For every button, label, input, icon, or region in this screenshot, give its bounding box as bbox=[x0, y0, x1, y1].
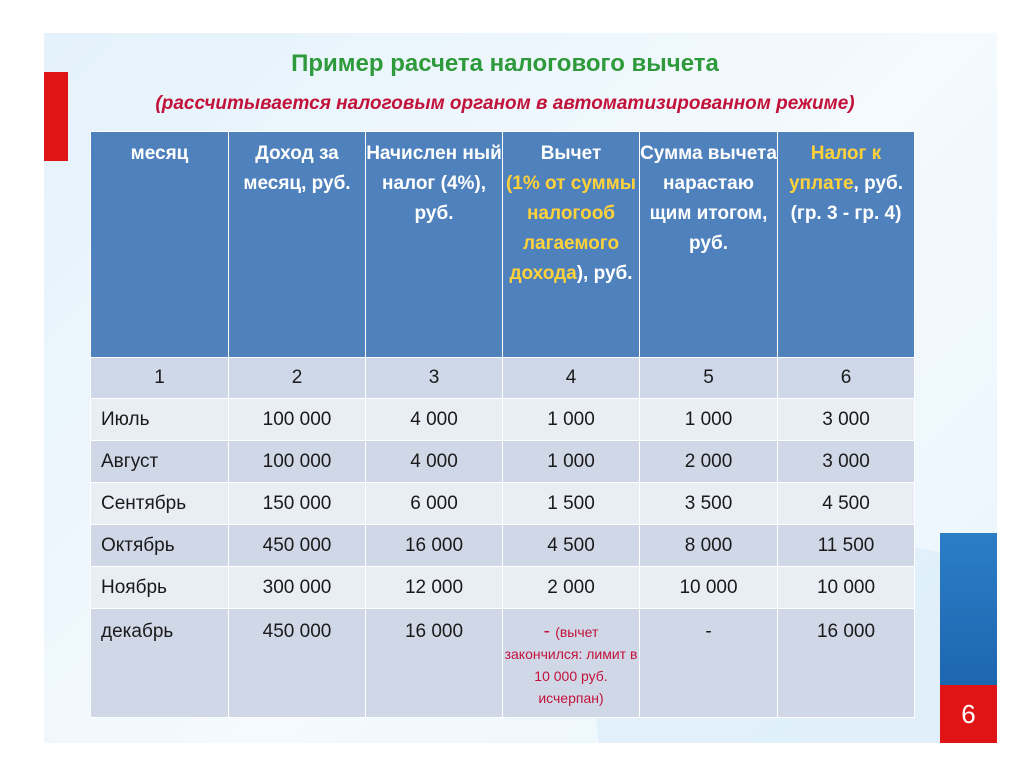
col-number: 2 bbox=[229, 358, 366, 399]
col-number: 5 bbox=[640, 358, 778, 399]
table-row bbox=[91, 525, 915, 567]
col-number: 6 bbox=[778, 358, 915, 399]
col-number: 1 bbox=[91, 358, 229, 399]
cell-deduction: 1 500 bbox=[503, 483, 640, 525]
cell-income: 100 000 bbox=[229, 399, 366, 441]
cell-income: 450 000 bbox=[229, 609, 366, 718]
deduction-note bbox=[505, 621, 638, 708]
cell-payable: 10 000 bbox=[778, 567, 915, 609]
cell-deduction: 1 000 bbox=[503, 441, 640, 483]
header-month: месяц bbox=[91, 132, 229, 358]
table-row bbox=[91, 483, 915, 525]
blue-accent-strip bbox=[940, 533, 997, 685]
cell-payable: 16 000 bbox=[778, 609, 915, 718]
table-row bbox=[91, 567, 915, 609]
header-payable-formula: , руб. (гр. 3 - гр. 4) bbox=[790, 173, 904, 224]
cell-income: 150 000 bbox=[229, 483, 366, 525]
cell-cumulative: 2 000 bbox=[640, 441, 778, 483]
cell-tax: 12 000 bbox=[366, 567, 503, 609]
cell-tax: 16 000 bbox=[366, 525, 503, 567]
cell-income: 300 000 bbox=[229, 567, 366, 609]
cell-cumulative-limit: 10 000 bbox=[640, 567, 778, 609]
col-number: 3 bbox=[366, 358, 503, 399]
page-number: 6 bbox=[940, 685, 997, 743]
cell-tax: 6 000 bbox=[366, 483, 503, 525]
cell-payable: 3 000 bbox=[778, 399, 915, 441]
slide-subtitle: (рассчитывается налоговым органом в автоматизированном режиме) bbox=[155, 93, 855, 114]
table-row bbox=[91, 609, 915, 718]
cell-month: Сентябрь bbox=[91, 483, 229, 525]
cell-income: 450 000 bbox=[229, 525, 366, 567]
cell-tax: 4 000 bbox=[366, 441, 503, 483]
cell-cumulative: 8 000 bbox=[640, 525, 778, 567]
col-number: 4 bbox=[503, 358, 640, 399]
table-row bbox=[91, 399, 915, 441]
cell-cumulative: - bbox=[640, 609, 778, 718]
header-deduction-unit: ), руб. bbox=[576, 263, 633, 284]
cell-month: декабрь bbox=[91, 609, 229, 718]
header-payable-label: Налог к уплате bbox=[788, 143, 882, 194]
cell-month: Ноябрь bbox=[91, 567, 229, 609]
header-cumulative: Сумма вычета нарастаю щим итогом, руб. bbox=[640, 132, 778, 358]
tax-deduction-table bbox=[90, 131, 915, 718]
cell-cumulative: 1 000 bbox=[640, 399, 778, 441]
cell-deduction: 4 500 bbox=[503, 525, 640, 567]
cell-month: Июль bbox=[91, 399, 229, 441]
deduction-dash: - bbox=[543, 621, 550, 642]
header-payable bbox=[778, 132, 915, 358]
header-deduction bbox=[503, 132, 640, 358]
cell-payable: 11 500 bbox=[778, 525, 915, 567]
header-deduction-percent: (1% от суммы налогооб лагаемого дохода bbox=[505, 173, 636, 284]
column-number-row bbox=[91, 358, 915, 399]
cell-deduction: 1 000 bbox=[503, 399, 640, 441]
table-row bbox=[91, 441, 915, 483]
red-accent-bar bbox=[44, 72, 68, 161]
slide-title: Пример расчета налогового вычета bbox=[291, 50, 719, 77]
header-tax: Начислен ный налог (4%), руб. bbox=[366, 132, 503, 358]
cell-month: Октябрь bbox=[91, 525, 229, 567]
cell-cumulative: 3 500 bbox=[640, 483, 778, 525]
deduction-note-text: (вычет закончился: лимит в 10 000 руб. исчерпан) bbox=[504, 624, 638, 706]
cell-payable: 3 000 bbox=[778, 441, 915, 483]
cell-tax: 4 000 bbox=[366, 399, 503, 441]
cell-deduction-exhausted bbox=[503, 609, 640, 718]
cell-payable: 4 500 bbox=[778, 483, 915, 525]
header-deduction-label: Вычет bbox=[540, 143, 602, 164]
cell-tax: 16 000 bbox=[366, 609, 503, 718]
header-row bbox=[91, 132, 915, 358]
cell-month: Август bbox=[91, 441, 229, 483]
cell-income: 100 000 bbox=[229, 441, 366, 483]
cell-deduction: 2 000 bbox=[503, 567, 640, 609]
header-income: Доход за месяц, руб. bbox=[229, 132, 366, 358]
